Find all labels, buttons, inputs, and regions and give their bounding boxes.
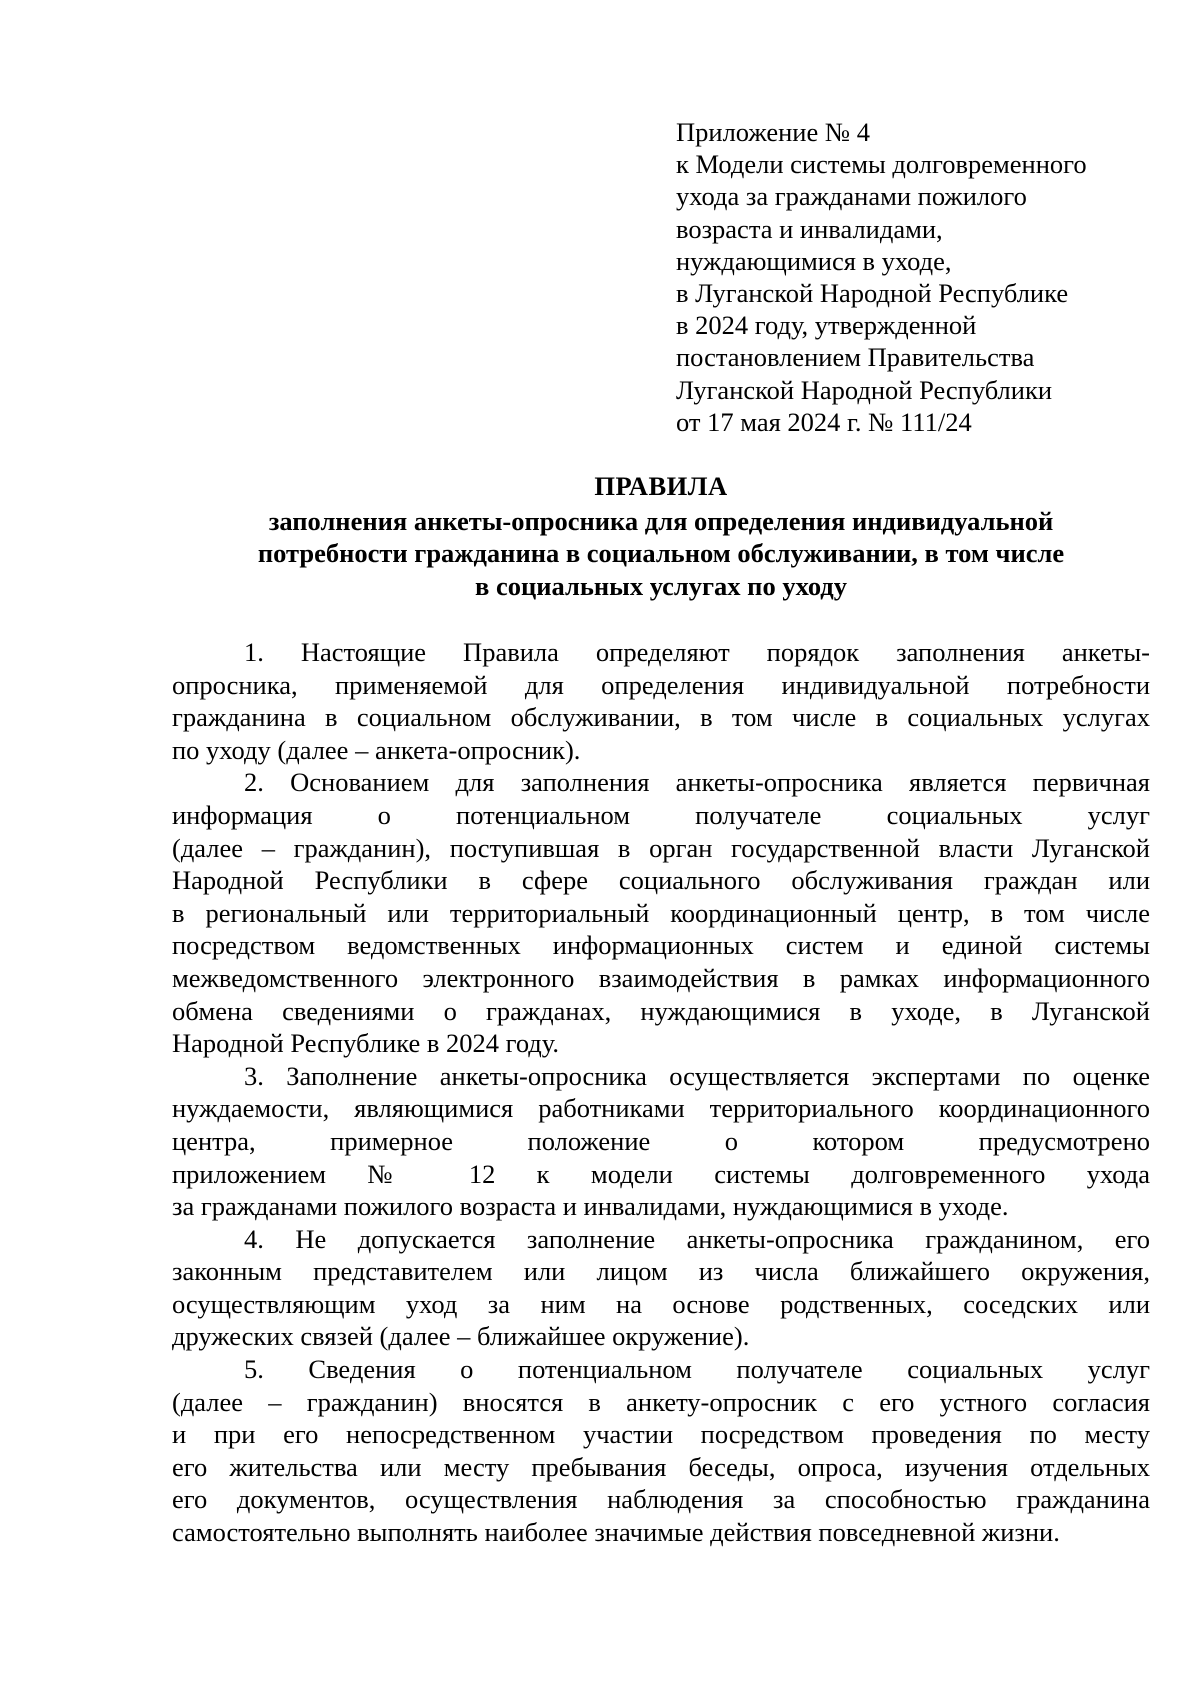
appendix-line: Приложение № 4 [676, 117, 871, 147]
appendix-line: от 17 мая 2024 г. № 111/24 [676, 406, 972, 437]
paragraph-line: центра, примерное положение о котором предусмотрено [172, 1125, 1150, 1156]
paragraph-line: 3. Заполнение анкеты-опросника осуществляется экспертами по оценке [244, 1060, 1150, 1091]
appendix-line: Луганской Народной Республики [676, 374, 1053, 405]
paragraph-line: в региональный или территориальный координационный центр, в том числе [172, 897, 1150, 928]
appendix-line: постановлением Правительства [676, 342, 1035, 373]
appendix-line: в Луганской Народной Республике [676, 278, 1069, 309]
paragraph-line: 1. Настоящие Правила определяют порядок заполнения анкеты- [244, 637, 1150, 667]
paragraph-line: и при его непосредственном участии посредством проведения по месту [172, 1419, 1150, 1450]
document-heading [172, 470, 1150, 602]
appendix-line: в 2024 году, утвержденной [676, 310, 977, 341]
paragraph-line: 4. Не допускается заполнение анкеты-опросника гражданином, его [244, 1223, 1150, 1254]
paragraph-line: по уходу (далее – анкета-опросник). [172, 734, 581, 765]
paragraph-line: опросника, применяемой для определения индивидуальной потребности [172, 669, 1150, 700]
paragraph-line: межведомственного электронного взаимодействия в рамках информационного [172, 962, 1150, 993]
paragraph-line: его документов, осуществления наблюдения за способностью гражданина [172, 1484, 1150, 1515]
document-subtitle-line: потребности гражданина в социальном обслуживании, в том числе [257, 538, 1065, 568]
paragraph-3 [172, 1060, 1150, 1223]
document-title: ПРАВИЛА [594, 471, 728, 501]
appendix-line: к Модели системы долговременного [676, 149, 1087, 180]
paragraph-line: (далее – гражданин) вносятся в анкету-опросник с его устного согласия [172, 1386, 1150, 1417]
document-subtitle-line: заполнения анкеты-опросника для определения индивидуальной [268, 505, 1054, 536]
paragraph-line: (далее – гражданин), поступившая в орган государственной власти Луганской [172, 832, 1150, 863]
paragraph-line: нуждаемости, являющимися работниками территориального координационного [172, 1093, 1150, 1124]
paragraph-line: приложением № 12 к модели системы долговременного ухода [172, 1158, 1150, 1189]
paragraph-line: информация о потенциальном получателе социальных услуг [172, 799, 1150, 830]
paragraph-4 [172, 1223, 1150, 1353]
paragraph-line: Народной Республики в сфере социального обслуживания граждан или [172, 865, 1150, 896]
paragraph-line: посредством ведомственных информационных систем и единой системы [172, 930, 1150, 961]
paragraph-5 [172, 1353, 1150, 1549]
appendix-line: ухода за гражданами пожилого [676, 181, 1027, 212]
paragraph-2 [172, 766, 1150, 1059]
appendix-line: нуждающимися в уходе, [676, 245, 952, 276]
paragraph-line: 5. Сведения о потенциальном получателе социальных услуг [244, 1354, 1150, 1385]
paragraph-line: осуществляющим уход за ним на основе родственных, соседских или [172, 1288, 1150, 1319]
document-subtitle-line: в социальных услугах по уходу [475, 570, 847, 601]
paragraph-line: законным представителем или лицом из числа ближайшего окружения, [172, 1256, 1150, 1287]
document-body [172, 636, 1150, 1549]
paragraph-line: дружеских связей (далее – ближайшее окружение). [172, 1321, 750, 1352]
paragraph-line: гражданина в социальном обслуживании, в том числе в социальных услугах [172, 702, 1150, 733]
paragraph-line: Народной Республике в 2024 году. [172, 1028, 560, 1059]
appendix-line: возраста и инвалидами, [676, 213, 943, 244]
paragraph-line: его жительства или месту пребывания беседы, опроса, изучения отдельных [172, 1451, 1150, 1482]
appendix-block [676, 116, 1146, 438]
paragraph-line: за гражданами пожилого возраста и инвалидами, нуждающимися в уходе. [172, 1191, 1009, 1222]
paragraph-1 [172, 636, 1150, 766]
paragraph-line: 2. Основанием для заполнения анкеты-опросника является первичная [244, 767, 1150, 798]
paragraph-line: обмена сведениями о гражданах, нуждающимися в уходе, в Луганской [172, 995, 1150, 1026]
paragraph-line: самостоятельно выполнять наиболее значимые действия повседневной жизни. [172, 1517, 1060, 1548]
